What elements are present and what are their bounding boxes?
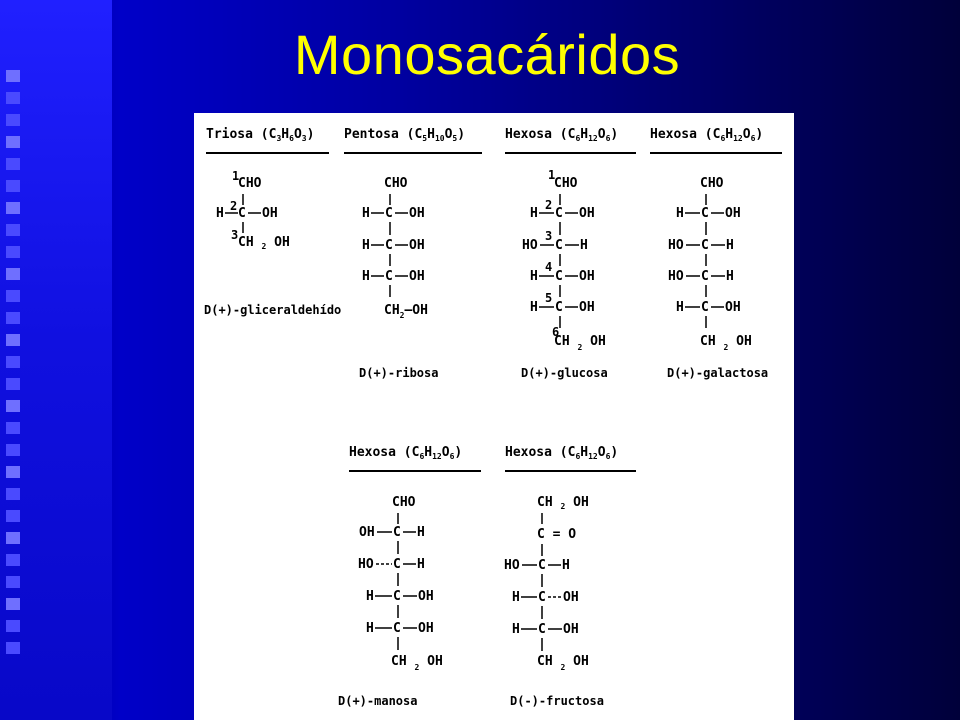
carbon-number: 5: [545, 291, 553, 305]
structure-gliceraldehido: [204, 127, 341, 317]
header-hexosa: Hexosa $(C_6H_{12}O_6)$: [349, 445, 463, 461]
row-h: H: [512, 590, 520, 605]
name-manosa: D(+)-manosa: [338, 694, 418, 708]
decorative-square: [6, 466, 20, 478]
decorative-square: [6, 620, 20, 632]
row-ho: HO: [668, 269, 684, 284]
row-c: C: [385, 269, 393, 284]
row-oh: OH: [359, 525, 375, 540]
row-ch2oh: CH $_2$ OH: [391, 654, 443, 672]
row-ch2oh-top: CH $_2$ OH: [537, 495, 589, 511]
row-h: H: [512, 622, 520, 637]
decorative-square: [6, 532, 20, 544]
row-c: C: [555, 269, 563, 284]
row-h: H: [530, 206, 538, 221]
row-h: H: [676, 206, 684, 221]
row-cho: CHO: [392, 495, 416, 510]
row-c: C: [385, 206, 393, 221]
decorative-square: [6, 356, 20, 368]
structure-glucosa: [505, 127, 636, 380]
name-gliceraldehido: D(+)-gliceraldehído: [204, 303, 342, 317]
header-pentosa: Pentosa $(C_5H_{10}O_5)$: [344, 127, 466, 143]
header-hexosa: Hexosa $(C_6H_{12}O_6)$: [505, 127, 619, 143]
decorative-square: [6, 158, 20, 170]
name-glucosa: D(+)-glucosa: [521, 366, 608, 380]
row-c: C: [538, 558, 546, 573]
row-h: H: [726, 238, 734, 253]
row-h: H: [362, 238, 370, 253]
row-h: H: [362, 269, 370, 284]
decorative-square: [6, 400, 20, 412]
row-ho: HO: [668, 238, 684, 253]
decorative-square: [6, 576, 20, 588]
row-oh: OH: [262, 206, 278, 221]
row-oh: OH: [563, 590, 579, 605]
header-triosa: Triosa $(C_3H_6O_3)$: [206, 127, 315, 143]
row-c: C: [555, 206, 563, 221]
row-oh: OH: [579, 206, 595, 221]
row-h: H: [530, 300, 538, 315]
carbon-number: 2: [230, 199, 238, 213]
row-h: H: [366, 589, 374, 604]
carbon-number: 4: [545, 260, 553, 274]
row-cho: CHO: [384, 176, 408, 191]
row-c: C: [701, 206, 709, 221]
row-c: C: [701, 300, 709, 315]
header-hexosa: Hexosa $(C_6H_{12}O_6)$: [650, 127, 764, 143]
carbon-number: 6: [552, 325, 560, 339]
slide-title-text: Monosacáridos: [293, 23, 681, 86]
carbon-number: 3: [545, 229, 553, 243]
row-ch2oh: CH $_2$ OH: [700, 334, 752, 352]
fischer-projections-svg: [194, 113, 794, 720]
row-h: H: [562, 558, 570, 573]
row-oh: OH: [563, 622, 579, 637]
row-h: H: [530, 269, 538, 284]
row-h: H: [726, 269, 734, 284]
row-oh: OH: [579, 269, 595, 284]
row-c: C: [393, 621, 401, 636]
row-ch2oh: CH $_2$ OH: [554, 334, 606, 352]
structure-manosa: [338, 445, 481, 708]
carbon-number: 3: [231, 228, 239, 242]
row-c: C: [393, 525, 401, 540]
decorative-squares: [0, 70, 30, 670]
row-c: C: [701, 238, 709, 253]
structure-galactosa: [650, 127, 782, 380]
row-oh: OH: [409, 269, 425, 284]
row-cho: CHO: [238, 176, 262, 191]
row-ch2oh: CH $_2$ OH: [238, 235, 290, 251]
row-oh: OH: [725, 206, 741, 221]
row-c: C: [393, 589, 401, 604]
row-c: C: [238, 206, 246, 221]
decorative-square: [6, 510, 20, 522]
row-h: H: [417, 525, 425, 540]
structure-ribosa: [344, 127, 482, 380]
decorative-square: [6, 642, 20, 654]
row-oh: OH: [409, 206, 425, 221]
row-c: C: [385, 238, 393, 253]
row-c: C: [538, 590, 546, 605]
name-galactosa: D(+)-galactosa: [667, 366, 769, 380]
carbon-number: 2: [545, 198, 553, 212]
decorative-square: [6, 378, 20, 390]
row-ho: HO: [504, 558, 520, 573]
row-ho: HO: [358, 557, 374, 572]
row-c: C: [555, 300, 563, 315]
row-h: H: [580, 238, 588, 253]
row-c: C: [701, 269, 709, 284]
decorative-square: [6, 114, 20, 126]
decorative-square: [6, 180, 20, 192]
row-oh: OH: [579, 300, 595, 315]
row-cho: CHO: [554, 176, 578, 191]
carbon-number: 1: [232, 169, 240, 183]
row-ch2oh: CH $_2$ OH: [537, 654, 589, 672]
decorative-square: [6, 290, 20, 302]
name-fructosa: D(-)-fructosa: [510, 694, 604, 708]
row-c: C: [555, 238, 563, 253]
row-h: H: [417, 557, 425, 572]
decorative-square: [6, 334, 20, 346]
decorative-square: [6, 488, 20, 500]
row-cho: CHO: [700, 176, 724, 191]
decorative-square: [6, 554, 20, 566]
row-oh: OH: [409, 238, 425, 253]
slide-title: [0, 22, 960, 87]
decorative-square: [6, 224, 20, 236]
monosaccharide-figure: [194, 113, 794, 720]
row-h: H: [366, 621, 374, 636]
decorative-square: [6, 202, 20, 214]
decorative-square: [6, 92, 20, 104]
row-h: H: [676, 300, 684, 315]
name-ribosa: D(+)-ribosa: [359, 366, 439, 380]
decorative-square: [6, 422, 20, 434]
decorative-square: [6, 312, 20, 324]
decorative-square: [6, 246, 20, 258]
row-oh: OH: [418, 589, 434, 604]
header-hexosa: Hexosa $(C_6H_{12}O_6)$: [505, 445, 619, 461]
carbon-number: 1: [548, 168, 556, 182]
decorative-square: [6, 444, 20, 456]
row-ho: HO: [522, 238, 538, 253]
decorative-square: [6, 136, 20, 148]
row-oh: OH: [725, 300, 741, 315]
row-c-eq-o: C = O: [537, 527, 577, 542]
row-c: C: [538, 622, 546, 637]
row-ch2oh: $CH_2—OH$: [384, 303, 428, 320]
structure-fructosa: [504, 445, 636, 708]
row-c: C: [393, 557, 401, 572]
row-oh: OH: [418, 621, 434, 636]
row-h-c-oh: H: [216, 206, 224, 221]
decorative-square: [6, 268, 20, 280]
row-h: H: [362, 206, 370, 221]
decorative-square: [6, 598, 20, 610]
